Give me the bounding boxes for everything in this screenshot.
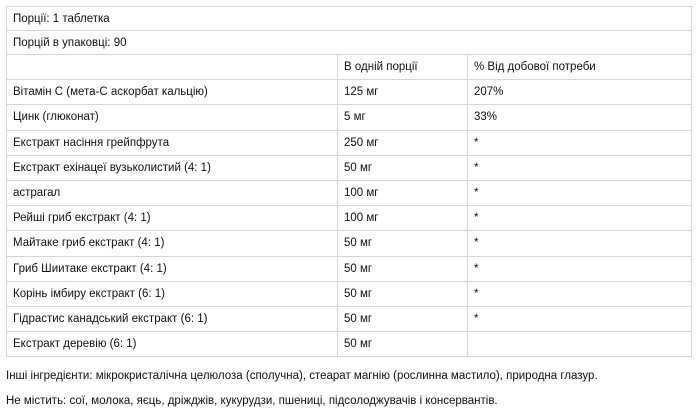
- ingredient-amount: 100 мг: [338, 206, 468, 231]
- ingredient-daily-value: *: [468, 206, 692, 231]
- other-ingredients: Інші інгредієнти: мікрокристалічна целюлоза (сполучна), стеарат магнію (рослинна мастило), природна глазур.: [6, 370, 598, 382]
- ingredient-name: астрагал: [7, 180, 338, 205]
- table-row: [7, 306, 692, 331]
- ingredient-name: Гідрастис канадський екстракт (6: 1): [7, 306, 338, 331]
- ingredient-amount: 250 мг: [338, 130, 468, 155]
- table-row: [7, 206, 692, 231]
- table-row: [7, 332, 692, 357]
- ingredient-amount: 50 мг: [338, 281, 468, 306]
- ingredient-amount: 50 мг: [338, 231, 468, 256]
- table-row: [7, 256, 692, 281]
- ingredient-daily-value: [468, 332, 692, 357]
- table-row: [7, 155, 692, 180]
- ingredient-daily-value: 207%: [468, 80, 692, 105]
- servings-per-container-row: [7, 31, 692, 55]
- ingredient-amount: 50 мг: [338, 256, 468, 281]
- serving-size-row: [7, 7, 692, 31]
- ingredient-name: Вітамін С (мета-С аскорбат кальцію): [7, 80, 338, 105]
- ingredient-daily-value: *: [468, 281, 692, 306]
- ingredient-amount: 50 мг: [338, 306, 468, 331]
- ingredient-name: Цинк (глюконат): [7, 105, 338, 130]
- ingredient-daily-value: *: [468, 130, 692, 155]
- ingredient-amount: 125 мг: [338, 80, 468, 105]
- table-row: [7, 281, 692, 306]
- ingredient-daily-value: *: [468, 306, 692, 331]
- table-header-row: [7, 55, 692, 80]
- header-amount: В одній порції: [338, 55, 468, 80]
- ingredient-daily-value: 33%: [468, 105, 692, 130]
- ingredient-name: Екстракт ехінацеї вузьколистий (4: 1): [7, 155, 338, 180]
- ingredient-amount: 5 мг: [338, 105, 468, 130]
- ingredient-daily-value: *: [468, 155, 692, 180]
- table-row: [7, 130, 692, 155]
- ingredient-daily-value: *: [468, 180, 692, 205]
- ingredient-amount: 100 мг: [338, 180, 468, 205]
- table-row: [7, 105, 692, 130]
- ingredient-amount: 50 мг: [338, 332, 468, 357]
- ingredient-daily-value: *: [468, 256, 692, 281]
- supplement-facts-table: [6, 6, 692, 357]
- ingredient-name: Корінь імбиру екстракт (6: 1): [7, 281, 338, 306]
- table-row: [7, 80, 692, 105]
- servings-per-container: Порцій в упаковці: 90: [7, 31, 692, 55]
- serving-size: Порції: 1 таблетка: [7, 7, 692, 31]
- ingredient-name: Екстракт деревію (6: 1): [7, 332, 338, 357]
- free-of-statement: Не містить: сої, молока, яєць, дріжджів, кукурудзи, пшениці, підсолоджувачів і консервантів.: [6, 395, 498, 407]
- table-row: [7, 231, 692, 256]
- header-daily-value: % Від добової потреби: [468, 55, 692, 80]
- ingredient-amount: 50 мг: [338, 155, 468, 180]
- header-name: [7, 55, 338, 80]
- ingredient-daily-value: *: [468, 231, 692, 256]
- table-row: [7, 180, 692, 205]
- ingredient-name: Гриб Шиитаке екстракт (4: 1): [7, 256, 338, 281]
- ingredient-name: Екстракт насіння грейпфрута: [7, 130, 338, 155]
- ingredient-name: Рейші гриб екстракт (4: 1): [7, 206, 338, 231]
- ingredient-name: Майтаке гриб екстракт (4: 1): [7, 231, 338, 256]
